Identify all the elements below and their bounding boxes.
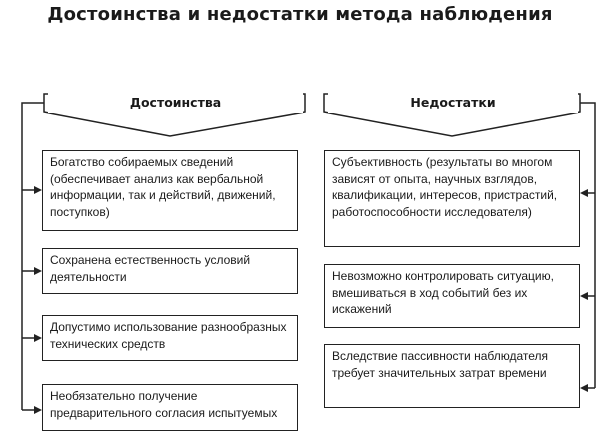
arrowhead [580,292,588,300]
advantages-header: Достоинства [48,93,303,113]
disadvantages-header: Недостатки [328,93,578,113]
disadvantage-item: Невозможно контролировать ситуацию, вмешиваться в ход событий без их искажений [324,264,580,328]
advantage-item: Сохранена естественность условий деятельности [42,248,298,294]
arrowhead [580,189,588,197]
arrowhead [34,406,42,414]
advantage-item: Богатство собираемых сведений (обеспечивает анализ как вербальной информации, так и действий, движений, поступков) [42,150,298,231]
advantage-item: Допустимо использование разнообразных технических средств [42,315,298,361]
arrowhead [34,267,42,275]
advantages-bracket [22,103,44,410]
page-title: Достоинства и недостатки метода наблюдения [47,4,553,25]
disadvantages-bracket [580,103,595,388]
arrowhead [34,186,42,194]
disadvantage-item: Вследствие пассивности наблюдателя требует значительных затрат времени [324,344,580,408]
arrowhead [34,334,42,342]
arrowhead [580,384,588,392]
disadvantage-item: Субъективность (результаты во многом зависят от опыта, научных взглядов, квалификации, интересов, пристрастий, работоспособности исследователя) [324,150,580,247]
advantage-item: Необязательно получение предварительного согласия испытуемых [42,384,298,431]
